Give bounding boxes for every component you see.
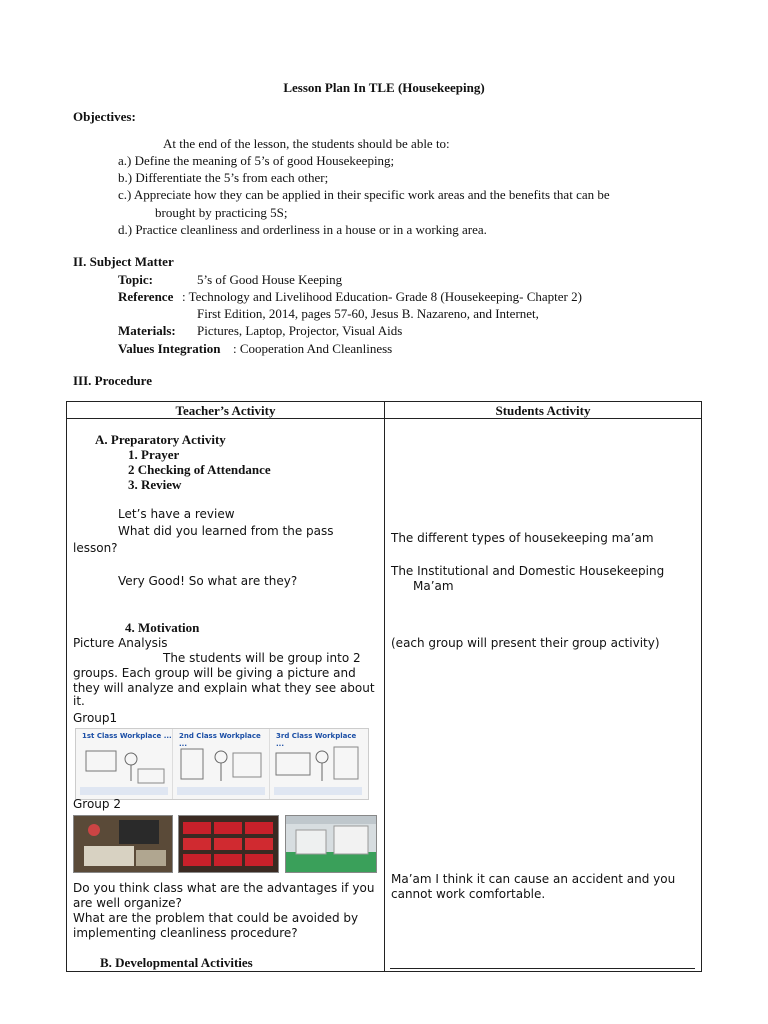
prep-item: 3. Review <box>128 477 182 492</box>
workplace-caption: 2nd Class Workplace ... <box>179 732 261 748</box>
teacher-line: The students will be group into 2 <box>163 651 361 665</box>
reference-value-continued: First Edition, 2014, pages 57-60, Jesus B. Nazareno, and Internet, <box>197 306 539 321</box>
topic-label: Topic: <box>118 272 153 287</box>
workplace-comparison-image <box>75 728 369 800</box>
objective-item: a.) Define the meaning of 5’s of good Housekeeping; <box>118 153 395 168</box>
subject-matter-heading: II. Subject Matter <box>73 254 174 269</box>
group2-label: Group 2 <box>73 797 121 811</box>
objective-item: c.) Appreciate how they can be applied in their specific work areas and the benefits that can be <box>118 187 610 202</box>
teacher-line: Very Good! So what are they? <box>118 574 298 588</box>
materials-value: Pictures, Laptop, Projector, Visual Aids <box>197 323 403 338</box>
reference-value: : Technology and Livelihood Education- Grade 8 (Housekeeping- Chapter 2) <box>182 289 582 304</box>
teacher-question: are well organize? <box>73 896 182 910</box>
motivation-heading: 4. Motivation <box>125 620 200 635</box>
teacher-line: lesson? <box>73 541 118 555</box>
teacher-question: What are the problem that could be avoided by <box>73 911 359 925</box>
prep-item: 1. Prayer <box>128 447 180 462</box>
values-integration-label: Values Integration <box>118 341 221 356</box>
teacher-activity-header: Teacher’s Activity <box>175 403 276 418</box>
student-answer: Ma’am I think it can cause an accident and you <box>391 872 676 886</box>
student-answer: (each group will present their group activity) <box>391 636 660 650</box>
objective-item-continued: brought by practicing 5S; <box>155 205 288 220</box>
workplace-panel <box>173 729 270 799</box>
page-title: Lesson Plan In TLE (Housekeeping) <box>283 80 485 95</box>
teacher-question: Do you think class what are the advantages if you <box>73 881 375 895</box>
workplace-panel <box>76 729 173 799</box>
workplace-caption: 1st Class Workplace ... <box>82 732 172 740</box>
preparatory-activity-heading: A. Preparatory Activity <box>95 432 226 447</box>
teacher-line: What did you learned from the pass <box>118 524 334 538</box>
student-answer: The Institutional and Domestic Housekeeping <box>391 564 665 578</box>
table-divider <box>384 402 385 971</box>
picture-analysis-label: Picture Analysis <box>73 636 168 650</box>
objectives-heading: Objectives: <box>73 109 136 124</box>
workplace-caption: 3rd Class Workplace ... <box>276 732 357 748</box>
answer-line <box>390 968 695 969</box>
organized-bins-photo <box>178 815 279 873</box>
materials-label: Materials: <box>118 323 176 338</box>
teacher-line: groups. Each group will be giving a picture and <box>73 666 356 680</box>
messy-workplace-photo <box>73 815 173 873</box>
reference-label: Reference <box>118 289 174 304</box>
objective-item: d.) Practice cleanliness and orderliness in a house or in a working area. <box>118 222 487 237</box>
prep-item: 2 Checking of Attendance <box>128 462 271 477</box>
workplace-panel <box>270 729 366 799</box>
student-answer-continued: cannot work comfortable. <box>391 887 546 901</box>
student-answer-continued: Ma’am <box>413 579 454 593</box>
teacher-question: implementing cleanliness procedure? <box>73 926 298 940</box>
objectives-intro: At the end of the lesson, the students should be able to: <box>163 136 450 151</box>
objective-item: b.) Differentiate the 5’s from each other; <box>118 170 329 185</box>
developmental-activities-heading: B. Developmental Activities <box>100 955 253 970</box>
clean-factory-photo <box>285 815 377 873</box>
values-integration-value: : Cooperation And Cleanliness <box>233 341 393 356</box>
student-answer: The different types of housekeeping ma’am <box>391 531 654 545</box>
topic-value: 5’s of Good House Keeping <box>197 272 343 287</box>
procedure-heading: III. Procedure <box>73 373 152 388</box>
teacher-line: it. <box>73 694 85 708</box>
students-activity-header: Students Activity <box>495 403 591 418</box>
teacher-line: they will analyze and explain what they see about <box>73 681 375 695</box>
teacher-line: Let’s have a review <box>118 507 235 521</box>
group1-label: Group1 <box>73 711 118 725</box>
